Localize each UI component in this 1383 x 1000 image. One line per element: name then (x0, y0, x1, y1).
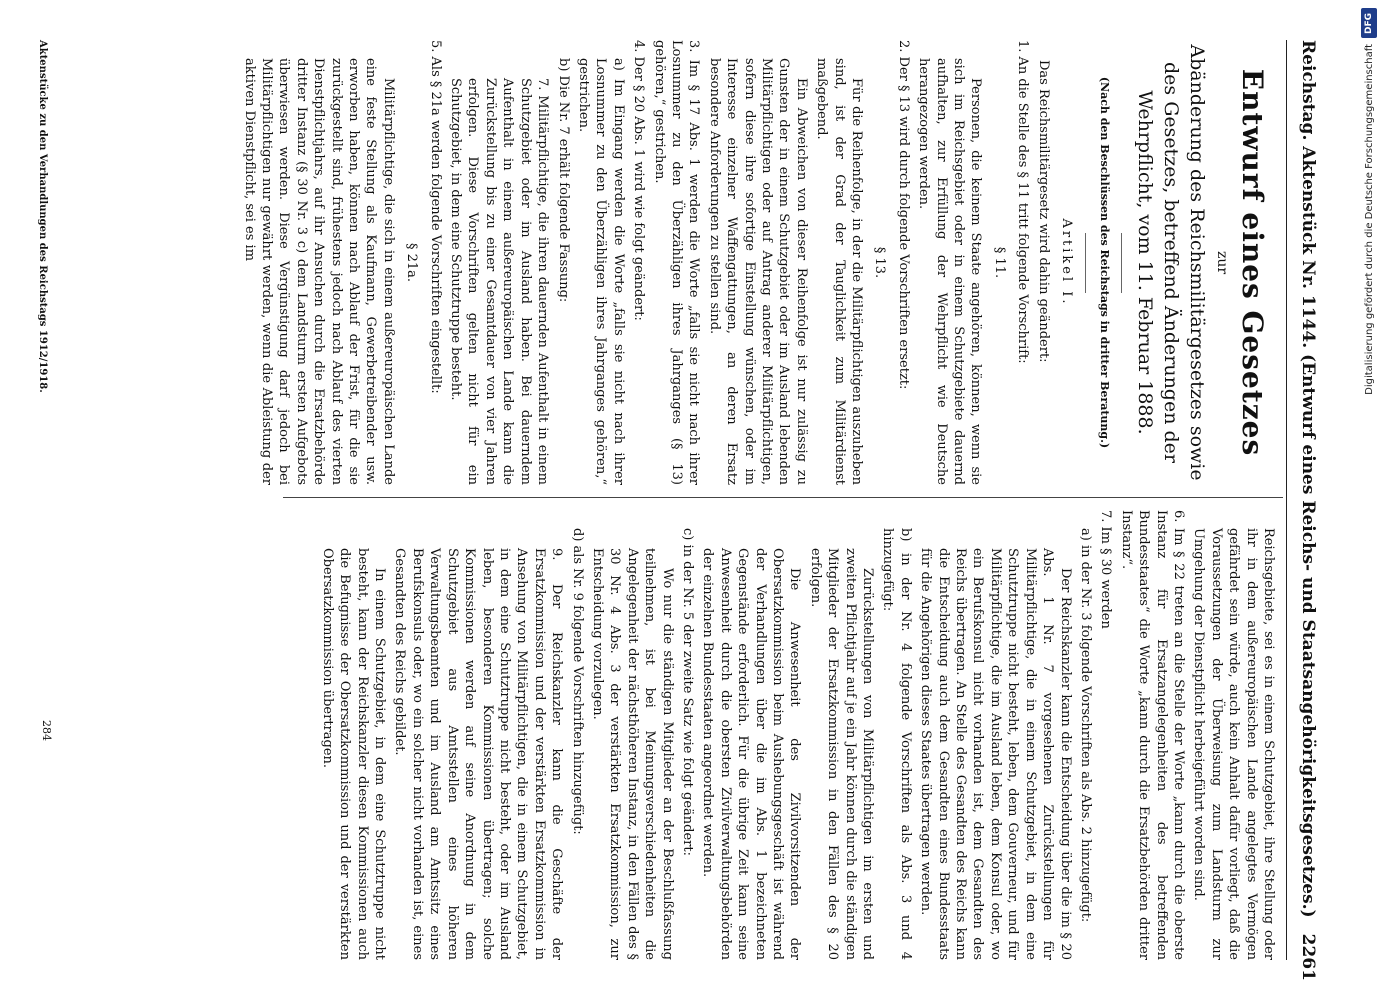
paragraph: 7. Im § 30 werden (1098, 510, 1114, 629)
document-subtitle: Abänderung des Reichsmilitärgesetzes sowie des Gesetzes, betreffend Änderungen der Wehrpflicht, vom 11. Februar 1888. (1134, 44, 1208, 481)
section-rule (1085, 233, 1086, 293)
section-heading: § 13. (872, 246, 888, 279)
paragraph: Reichsgebiete, sei es in einem Schutzgebiet, ihre Stellung oder ihr in dem außereuropäischen Lande angelegtes Vermögen gefährdet sein würde, auch kein Anhalt dafür vorliegt, daß die Voraussetzungen der Überweisung zum Landsturm zur Umgehung der Dienstpflicht herbeigeführt worden sind. (1191, 528, 1276, 960)
document-page (25, 20, 1325, 980)
paragraph: Ein Abweichen von dieser Reihenfolge ist nur zulässig zu Gunsten der in einem Schutzgebiet oder im Ausland lebenden Militärpflichtigen oder auf Antrag anderer Militärpflichtigen, sofern diese ihre sofortige Einstellung wünschen, oder im Interesse einzelner Waffengattungen, an deren Ersatz besondere Anforderungen zu stellen sind. (706, 58, 809, 485)
paragraph: b) Die Nr. 7 erhält folgende Fassung: (555, 58, 571, 303)
digitization-stamp (1359, 8, 1379, 993)
paragraph: c) in der Nr. 5 der zweite Satz wie folgt geändert: (680, 528, 695, 856)
column-divider (283, 497, 1283, 498)
paragraph: Die Anwesenheit des Zivilvorsitzenden der Obersatzkommission beim Aushebungsgeschäft ist während der Verhandlungen über die im Abs. 1 bezeichneten Gegenstände erforderlich. Für die übrige Zeit kann seine Anwesenheit durch die obersten Zivilverwaltungsbehörden der einzelnen Bundesstaaten angeordnet werden. (700, 548, 803, 960)
paragraph: 1. An die Stelle des § 11 tritt folgende Vorschrift: (1015, 40, 1031, 364)
page-footer: Aktenstücke zu den Verhandlungen des Reichstags 1912/1918. (37, 40, 48, 393)
paragraph: Der Reichskanzler kann die Entscheidung über die im § 20 Abs. 1 Nr. 7 vorgesehenen Zurückstellungen für Militärpflichtige, die in einem Schutzgebiet, in dem eine Schutztruppe nicht besteht, leben, dem Gouverneur, und für Militärpflichtige, die im Ausland leben, dem Konsul oder, wo ein Berufskonsul nicht vorhanden ist, dem Gesandten des Reichs übertragen. An Stelle des Gesandten des Reichs kann die Entscheidung auch dem Gesandten eines Bundesstaats für die Angehörigen dieses Staates übertragen werden. (918, 548, 1073, 960)
header-page-number: 2261 (1298, 933, 1318, 981)
right-column (42, 510, 1277, 960)
section-heading: § 11. (991, 246, 1007, 279)
paragraph: 4. Der § 20 Abs. 1 wird wie folgt geändert: (631, 40, 647, 321)
document-title: Entwurf eines Gesetzes (1236, 68, 1269, 457)
paragraph: a) in der Nr. 3 folgende Vorschriften als Abs. 2 hinzugefügt: (1077, 528, 1093, 923)
paragraph: Militärpflichtige, die sich in einem außereuropäischen Lande eine feste Stellung als Kaufmann, Gewerbetreibender usw. erworben haben, können nach Ablauf der Frist, für die sie zurückgestellt sind, frühestens jedoch nach Ablauf des vierten Dienstpflichtjahrs, auf ihr Ansuchen durch die Ersatzbehörde dritter Instanz (§ 30 Nr. 3 c) dem Landsturm ersten Aufgebots überwiesen werden. Diese Vergünstigung darf jedoch bei Militärpflichtigen nur gewährt werden, wenn die Ableistung der aktiven Dienstpflicht, sei es im (241, 58, 396, 485)
document-subhead: (Nach den Beschlüssen des Reichstags in dritter Beratung.) (1097, 76, 1111, 449)
paragraph: b) in der Nr. 4 folgende Vorschriften als Abs. 3 und 4 hinzugefügt: (880, 528, 913, 960)
title-rule (1121, 233, 1122, 293)
paragraph: Das Reichsmilitärgesetz wird dahin geändert: (1035, 60, 1051, 363)
section-heading: § 21a. (404, 242, 420, 283)
paragraph: In einem Schutzgebiet, in dem eine Schutztruppe nicht besteht, kann der Reichskanzler diesen Kommissionen auch die Befugnisse der Obersatzkommission und der verstärkten Obersatzkommission übertragen. (319, 548, 388, 960)
paragraph: Zurückstellungen von Militärpflichtigen im ersten und zweiten Pflichtjahr auf je ein Jahr können durch die ständigen Mitglieder der Ersatzkommission in den Fällen des § 20 erfolgen. (807, 548, 876, 960)
paragraph: Personen, die keinem Staate angehören, können, wenn sie sich im Reichsgebiet oder in einem Schutzgebiete dauernd aufhalten, zur Erfüllung der Wehrpflicht wie Deutsche herangezogen werden. (916, 58, 984, 485)
paragraph: 9. Der Reichskanzler kann die Geschäfte der Ersatzkommission und der verstärkten Ersatzkommission in Ansehung von Militärpflichtigen, die in einem Schutzgebiet, in dem eine Schutztruppe nicht besteht, oder im Ausland leben, besonderen Kommissionen übertragen; solche Kommissionen werden auf seine Anordnung in dem Schutzgebiet aus Amtsstellen eines höheren Verwaltungsbeamten und im Ausland am Amtssitz eines Berufskonsuls oder, wo ein solcher nicht vorhanden ist, eines Gesandten des Reichs gebildet. (392, 548, 565, 960)
stamp-text: Digitalisierung gefördert durch die Deutsche Forschungsgemeinschaft (1363, 44, 1375, 395)
header-title: Reichstag. Aktenstück Nr. 1144. (Entwurf eines Reichs- und Staatsangehörigkeitsgesetzes.) (1298, 40, 1318, 918)
paragraph: 5. Als § 21a werden folgende Vorschriften eingestellt: (427, 40, 443, 394)
dfg-logo-icon: DFG (1361, 8, 1377, 38)
paragraph: Für die Reihenfolge, in der die Militärpflichtigen auszuheben sind, ist der Grad der Tauglichkeit zum Militärdienst maßgebend. (814, 58, 865, 485)
sheet-number: 284 (40, 720, 53, 741)
title-connector: zur (1214, 250, 1231, 275)
paragraph: 7. Militärpflichtige, die ihren dauernden Aufenthalt in einem Schutzgebiet oder im Ausland haben. Bei dauerndem Aufenthalt in einem außereuropäischen Lande kann die Zurückstellung bis zu einer Gesamtdauer von vier Jahren erfolgen. Diese Vorschriften gelten nicht für ein Schutzgebiet, in dem eine Schutztruppe besteht. (448, 78, 551, 485)
paragraph: 6. Im § 22 treten an die Stelle der Worte „kann durch die oberste Instanz für Ersatzangelegenheiten des betreffenden Bundesstaates“ die Worte „kann durch die Ersatzbehörden dritter Instanz“. (1118, 510, 1186, 960)
paragraph: a) Im Eingang werden die Worte „falls sie nicht nach ihrer Losnummer zu den Überzähligen ihres Jahrganges gehören,“ gestrichen. (575, 58, 626, 485)
paragraph: 2. Der § 13 wird durch folgende Vorschriften ersetzt: (895, 40, 911, 390)
paragraph: d) als Nr. 9 folgende Vorschriften hinzugefügt: (569, 528, 585, 835)
article-heading: Artikel I. (1059, 218, 1075, 307)
left-column (42, 40, 1277, 485)
page-header (1286, 40, 1319, 981)
paragraph: Wo nur die ständigen Mitglieder an der Beschlußfassung teilnehmen, ist bei Meinungsverschiedenheiten die Angelegenheit der nächsthöheren Instanz, in den Fällen des § 30 Nr. 4 Abs. 3 der verstärkten Ersatzkommission, zur Entscheidung vorzulegen. (589, 548, 675, 960)
paragraph: 3. Im § 17 Abs. 1 werden die Worte „falls sie nicht nach ihrer Losnummer zu den Überzähligen ihres Jahrganges (§ 13) gehören,“ gestrichen. (651, 40, 702, 485)
